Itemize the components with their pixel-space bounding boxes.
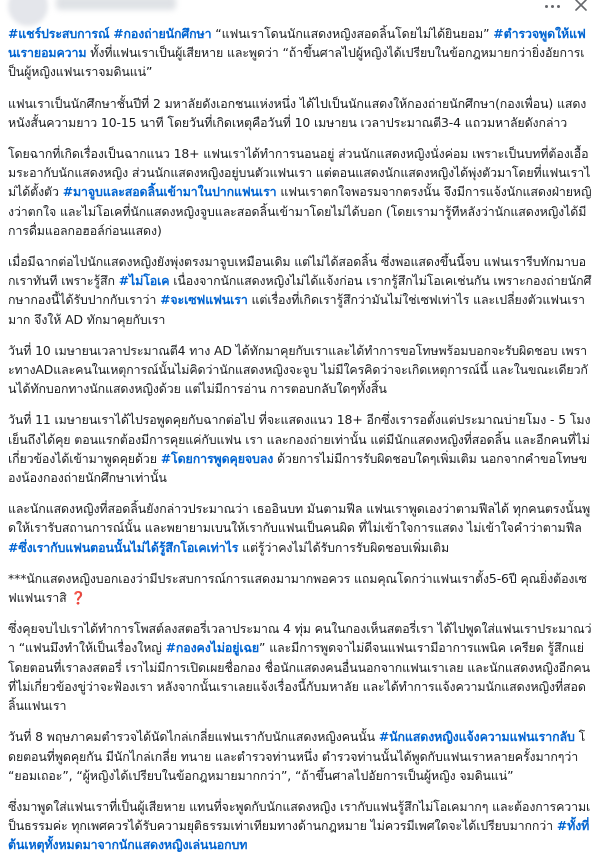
post-text: ด้วยการไม่มีการรับผิดชอบใดๆเพิ่มเติม นอกจากคำขอโทษของน้องกองถ่ายนักศึกษาเท่านั้น: [8, 450, 587, 486]
post-paragraph: [8, 94, 592, 132]
post-body: [0, 24, 598, 855]
hashtag-link[interactable]: #จะเซฟแฟนเรา: [160, 292, 248, 308]
hashtag-link[interactable]: #ไม่โอเค: [118, 273, 170, 289]
post-text: ซึ่งมาพูดใส่แฟนเราที่เป็นผู้เสียหาย แทนที่จะพูดกับนักแสดงหญิง เรากับแฟนรู้สึกไม่โอเคมากๆ และต้องการความเป็นธรรมค่ะ ทุกเพศควรได้รับความยุติธรรมเท่าเทียมทางด้านกฎหมาย ไม่ควรมีเพศใดจะได้เปรียบมากกว่า: [8, 798, 591, 834]
post-text: ***นักแสดงหญิงบอกเองว่ามีประสบการณ์การแสดงมามากพอควร แถมคุณโดกว่าแฟนเราตั้ง5-6ปี คุณยิ่งต้องเซฟแฟนเราสิ: [8, 570, 587, 606]
hashtag-link[interactable]: #โดยการพูดคุยจบลง: [160, 450, 274, 466]
author-name-redacted[interactable]: [56, 0, 176, 10]
post-text: แฟนเราเป็นนักศึกษาชั้นปีที่ 2 มหาลัยดังเอกชนแห่งหนึ่ง ได้ไปเป็นนักแสดงให้กองถ่ายนักศึกษา(กองเพื่อน) แสดงหนังสั้นความยาว 10-15 นาที โดยวันที่เกิดเหตุคือวันที่ 10 เมษายน เวลาประมาณตี3-4 แถวมหาลัยดังกล่าว: [8, 95, 587, 130]
post-text: เนื่องจากนักแสดงหญิงไม่ได้แจ้งก่อน เรากรู้สึกไม่โอเคเช่นกัน เพราะกองถ่ายนักศึกษากองนี้ได้รับปากกับเราว่า: [8, 273, 592, 308]
hashtag-link[interactable]: #กองถ่ายนักศึกษา: [113, 26, 212, 41]
post-text: โดยตอนที่พูดคุยกัน มีนักไกล่เกลี่ย ทนาย และตำรวจท่านหนึ่ง ตำรวจท่านนั้นได้พูดกับแฟนเราหลายครั้งมากๆว่า “ยอมเถอะ”, “ผู้หญิงได้เปรียบในข้อกฎหมายมากกว่า”, “ถ้าขึ้นศาลไปอัยการเป็นผู้หญิง จมดินแน่”: [8, 729, 586, 783]
post-text: วันที่ 10 เมษายนเวลาประมาณตี4 ทาง AD ได้ทักมาคุยกับเราและได้ทำการขอโทษพร้อมบอกจะรับผิดชอบ เพราะทางADและคนในเหตุการณ์นั้นไม่คิดว่านักแสดงหญิงจะจูบ ไม่มีใครคิดว่าจะเกิดเหตุการณ์นี้ และในขณะเดียวกันได้ทักบอกทางนักแสดงหญิงด้วย แต่ไม่มีการอ่าน การตอบกลับใดๆทั้งสิ้น: [8, 342, 588, 397]
author-avatar[interactable]: [8, 0, 48, 26]
post-text: “แฟนเราโดนนักแสดงหญิงสอดลิ้นโดยไม่ได้ยินยอม”: [211, 26, 494, 41]
close-button[interactable]: [570, 0, 592, 16]
post-text: และนักแสดงหญิงที่สอดลิ้นยังกล่าวประมาณว่า เธออินบท มันตามฟีล แฟนเราพูดเองว่าตามฟีลได้ ทุกคนตรงนั้นพูดให้เรารับสถานการณ์นั้น และพยายามเบนให้เรากับแฟนเป็นคนผิด ที่ไม่เข้าใจการแสดง ไม่เข้าใจคำว่าตามฟีล: [8, 501, 591, 536]
post-paragraph: [8, 144, 592, 240]
post-text: วันที่ 11 เมษายนเราได้ไปรอพูดคุยกับฉากต่อไป ที่จะแสดงแนว 18+ อีกซึ่งเรารอตั้งแต่ประมาณบ่ายโมง - 5 โมงเย็นถึงได้คุย ตอนแรกต้องมีการคุยแค่กับแฟน เรา และกองถ่ายเท่านั้น แต่มีนักแสดงหญิงที่สอดลิ้น และอีกคนที่ไม่เกี่ยวข้องได้เข้ามาพูดคุยด้วย: [8, 412, 591, 466]
hashtag-link[interactable]: #แชร์ประสบการณ์: [8, 26, 110, 41]
hashtag-link[interactable]: #ทั้งที่ต้นเหตุทั้งหมดมาจากนักแสดงหญิงเล่นนอกบท: [8, 818, 590, 853]
hashtag-link[interactable]: #กองคงไม่อยู่เฉย: [165, 640, 260, 656]
hashtag-link[interactable]: #ซึ่งเรากับแฟนตอนนั้นไม่ได้รู้สึกโอเคเท่าไร: [8, 539, 239, 555]
hashtag-link[interactable]: #นักแสดงหญิงแจ้งความแฟนเรากลับ: [378, 729, 575, 745]
more-options-button[interactable]: [540, 0, 564, 16]
post-paragraph: [8, 727, 592, 785]
post-text: ซึ่งคุยจบไปเราได้ทำการโพสต์ลงสตอรี่เวลาประมาณ 4 ทุ่ม คนในกองเห็นสตอรี่เรา ได้ไปพูดใส่แฟนเราประมาณว่า “แฟนมึงทำให้เป็นเรื่องใหญ่: [8, 621, 592, 656]
post-paragraph: [8, 252, 592, 329]
post-paragraph: [8, 341, 592, 399]
post-text: เมื่อมีฉากต่อไปนักแสดงหญิงยังพุ่งตรงมาจูบเหมือนเดิม แต่ไม่ได้สอดลิ้น ซึ่งพอแสดงขึ้นนี้จบ แฟนเรารีบทักมาบอกเราทันที เพราะรู้สึก: [8, 254, 586, 289]
more-horizontal-icon: [557, 5, 560, 8]
post-text: แต่รู้ว่าคงไม่ได้รับการรับผิดชอบเพิ่มเติม: [238, 539, 450, 555]
post-text: วันที่ 8 พฤษภาคมตำรวจได้นัดไกล่เกลี่ยแฟนเรากับนักแสดงหญิงคนนั้น: [8, 729, 379, 745]
hashtag-link[interactable]: #มาจูบและสอดลิ้นเข้ามาในปากแฟนเรา: [62, 184, 277, 200]
post-text: แฟนเราตกใจพอรมจากตรงนั้น จึงมีการแจ้งนักแสดงฝ่ายหญิงว่าตกใจ และไม่โอเคที่นักแสดงหญิงจูบและสอดลิ้นเข้ามาโดยไม่ได้บอก (โดยเรามารู้ทีหลังว่านักแสดงหญิงได้มีการดื่มแอลกอฮอล์ก่อนแสดง): [8, 184, 592, 238]
close-icon: [575, 0, 587, 11]
post-paragraph: [8, 797, 592, 855]
question-mark-emoji: ❓: [70, 590, 86, 606]
post-paragraph: [8, 569, 592, 607]
post-paragraph: [8, 499, 592, 557]
post-text: โดยฉากที่เกิดเรื่องเป็นฉากแนว 18+ แฟนเราได้ทำการนอนอยู่ ส่วนนักแสดงหญิงนั่งค่อม เพราะเป็นบทที่ต้องเอื้อมระอากับนักแสดงหญิง ส่วนนักแสดงหญิงอยู่บนตัวแฟนเรา แต่ตอนแสดงนักแสดงหญิงได้พุ่งตัวมาโดยที่แฟนเราไม่ได้ตั้งตัว: [8, 146, 591, 200]
more-horizontal-icon: [551, 5, 554, 8]
post-text: ” และมีการพูดจาไม่ดีจนแฟนเรามีอาการแพนิค เครียด รู้สึกแย่ โดยตอนที่เราลงสตอรี่ เราไม่มีการเปิดเผยชื่อกอง ชื่อนักแสดงคนอื่นนอกจากแฟนเราเลย และนักแสดงหญิงอีกคนที่ไม่เกี่ยวข้องขู่ว่าจะฟ้องเรา หลังจากนั้นเราเลยแจ้งเรื่องนี้กับมหาลัย และได้ทำการแจ้งความนักแสดงหญิงที่สอดลิ้นแฟนเรา: [8, 640, 590, 714]
post-paragraph: [8, 619, 592, 715]
post-text: ทั้งที่แฟนเราเป็นผู้เสียหาย และพูดว่า “ถ้าขึ้นศาลไปผู้หญิงได้เปรียบในข้อกฎหมายกว่ายิ่งอัยการเป็นผู้หญิงแฟนเราจมดินแน่”: [8, 45, 585, 80]
post-header: [0, 0, 598, 24]
post-text: แต่เรื่องที่เกิดเรารู้สึกว่ามันไม่ใช่เซฟเท่าไร และเปลี่ยงตัวแฟนเรามาก จึงให้ AD ทักมาคุยกับเรา: [8, 292, 585, 327]
post-paragraph: [8, 410, 592, 487]
hashtag-link[interactable]: #ตำรวจพูดให้แฟนเรายอมความ: [8, 26, 586, 61]
more-horizontal-icon: [545, 5, 548, 8]
post-paragraph: [8, 24, 592, 82]
